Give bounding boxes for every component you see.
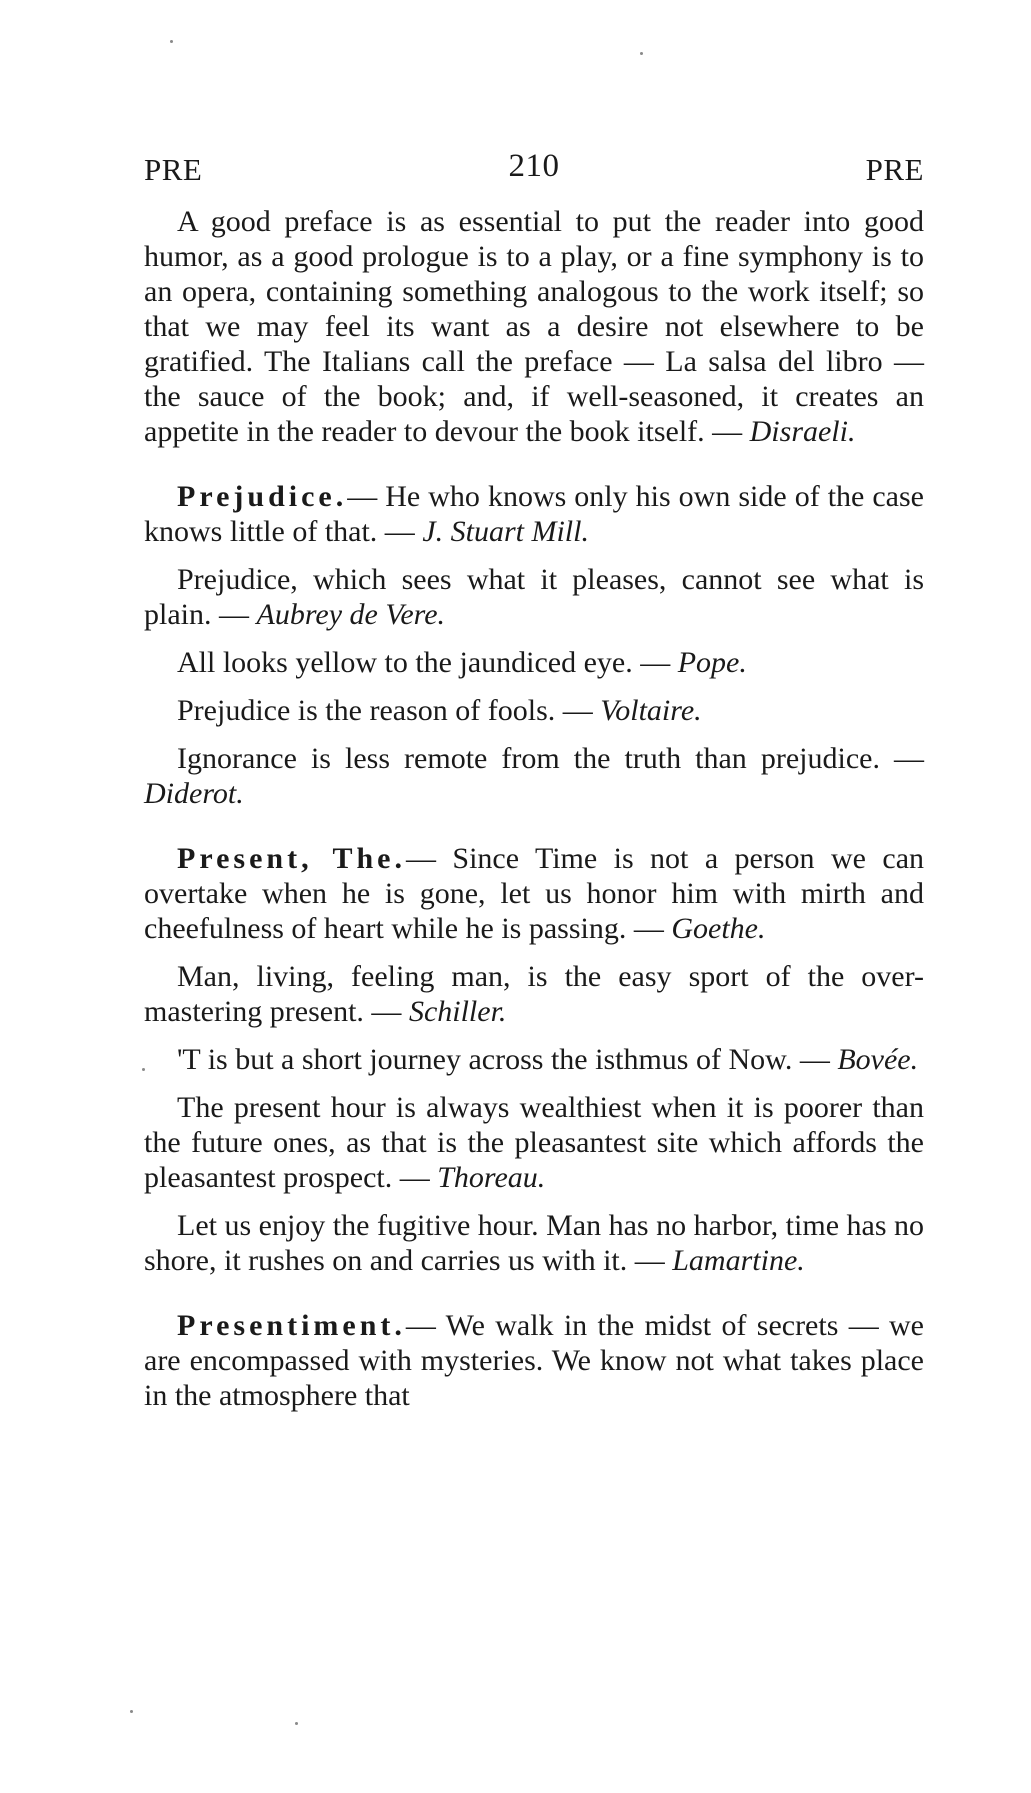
quote-text: Ignorance is less remote from the truth than prejudice. — bbox=[177, 742, 924, 775]
quote-text: A good preface is as essential to put the reader into good humor, as a good prologue is to a play, or a fine symphony is to an opera, containing something analogous to the work itself; so that we may feel its want as a desire not elsewhere to be gratified. The Italians call the preface — La salsa del libro — the sauce of the book; and, if well-seasoned, it creates an appetite in the reader to devour the book itself. — bbox=[144, 205, 924, 448]
entry-heading: Presentiment. bbox=[177, 1309, 406, 1342]
quote-paragraph bbox=[144, 1090, 924, 1195]
page-text bbox=[144, 204, 924, 1413]
entry-heading: Prejudice. bbox=[177, 480, 348, 513]
quote-text: Let us enjoy the fugitive hour. Man has no harbor, time has no shore, it rushes on and carries us with it. — bbox=[144, 1209, 924, 1277]
quote-paragraph bbox=[144, 693, 924, 728]
entry-paragraph bbox=[144, 479, 924, 549]
quote-paragraph bbox=[144, 741, 924, 811]
quote-text: 'T is but a short journey across the isthmus of Now. — bbox=[177, 1043, 830, 1076]
quote-text: — Since Time is not a person we can overtake when he is gone, let us honor him with mirth and cheefulness of heart while he is passing. — bbox=[144, 842, 925, 945]
quote-text: All looks yellow to the jaundiced eye. — bbox=[177, 646, 671, 679]
speck bbox=[640, 52, 643, 55]
running-head bbox=[144, 148, 924, 196]
entry-paragraph bbox=[144, 841, 924, 946]
quote-author: Voltaire. bbox=[600, 694, 702, 727]
quote-paragraph bbox=[144, 645, 924, 680]
running-head-right: PRE bbox=[865, 152, 924, 187]
quote-author: Bovée. bbox=[837, 1043, 919, 1076]
quote-author: Diderot. bbox=[144, 777, 244, 810]
entry-paragraph bbox=[144, 1308, 924, 1413]
quote-text: — He who knows only his own side of the case knows little of that. — bbox=[144, 480, 924, 548]
quote-author: Thoreau. bbox=[437, 1161, 546, 1194]
quote-text: — We walk in the midst of secrets — we are encompassed with mysteries. We know not what takes place in the atmosphere that bbox=[144, 1309, 924, 1412]
speck bbox=[295, 1722, 298, 1725]
quote-text: Prejudice is the reason of fools. — bbox=[177, 694, 593, 727]
quote-author: Aubrey de Vere. bbox=[256, 598, 446, 631]
quote-author: Lamartine. bbox=[672, 1244, 805, 1277]
quote-author: Pope. bbox=[677, 646, 747, 679]
quote-paragraph bbox=[144, 959, 924, 1029]
quote-text: The present hour is always wealthiest when it is poorer than the future ones, as that is the pleasantest site which affords the pleasantest prospect. — bbox=[144, 1091, 924, 1194]
speck bbox=[170, 40, 173, 43]
quote-paragraph bbox=[144, 562, 924, 632]
quote-author: J. Stuart Mill. bbox=[422, 515, 589, 548]
entry-heading: Present, The. bbox=[177, 842, 406, 875]
quote-paragraph bbox=[144, 204, 924, 449]
quote-text: Man, living, feeling man, is the easy sport of the over-mastering present. — bbox=[144, 960, 924, 1028]
page-number: 210 bbox=[508, 148, 560, 184]
book-page bbox=[144, 148, 924, 1413]
quote-paragraph bbox=[144, 1042, 924, 1077]
running-head-left: PRE bbox=[144, 152, 203, 187]
quote-author: Disraeli. bbox=[749, 415, 856, 448]
quote-paragraph bbox=[144, 1208, 924, 1278]
quote-author: Schiller. bbox=[408, 995, 507, 1028]
quote-author: Goethe. bbox=[671, 912, 766, 945]
speck bbox=[130, 1710, 133, 1713]
quote-text: Prejudice, which sees what it pleases, cannot see what is plain. — bbox=[144, 563, 924, 631]
